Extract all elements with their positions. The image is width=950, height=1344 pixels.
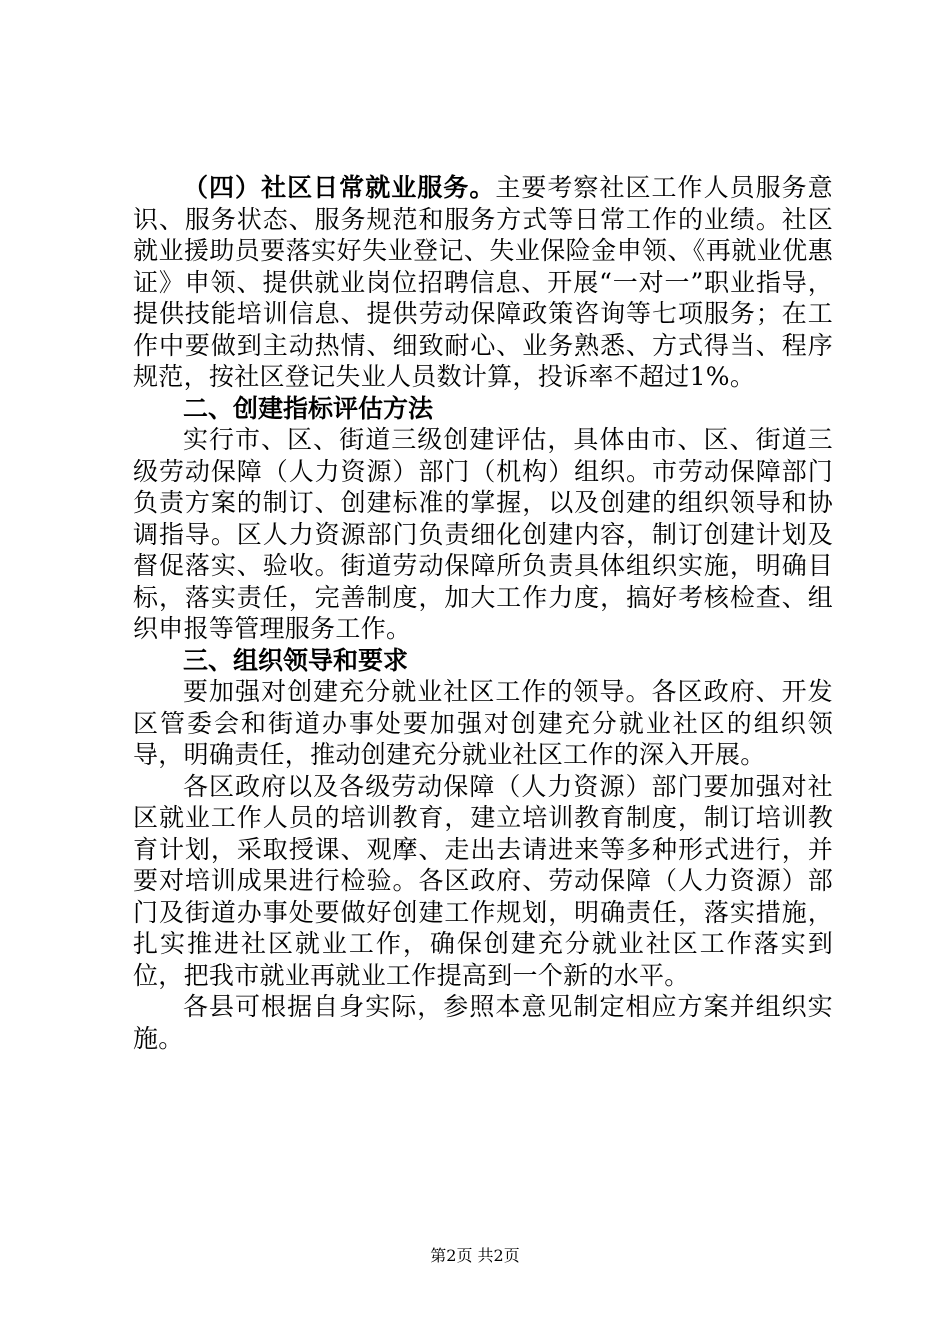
document-body: [133, 172, 833, 1054]
section-4-lead: （四）社区日常就业服务。: [183, 173, 496, 202]
paragraph-leadership-2: 各区政府以及各级劳动保障（人力资源）部门要加强对社区就业工作人员的培训教育，建立培训教育制度，制订培训教育计划，采取授课、观摩、走出去请进来等多种形式进行，并要对培训成果进行检验。各区政府、劳动保障（人力资源）部门及街道办事处要做好创建工作规划，明确责任，落实措施，扎实推进社区就业工作，确保创建充分就业社区工作落实到位，把我市就业再就业工作提高到一个新的水平。: [133, 771, 833, 990]
page-number-footer: 第2页 共2页: [430, 1246, 520, 1265]
paragraph-evaluation-method: 实行市、区、街道三级创建评估，具体由市、区、街道三级劳动保障（人力资源）部门（机构）组织。市劳动保障部门负责方案的制订、创建标准的掌握，以及创建的组织领导和协调指导。区人力资源部门负责细化创建内容，制订创建计划及督促落实、验收。街道劳动保障所负责具体组织实施，明确目标，落实责任，完善制度，加大工作力度，搞好考核检查、组织申报等管理服务工作。: [133, 425, 833, 643]
section-4-body: 主要考察社区工作人员服务意识、服务状态、服务规范和服务方式等日常工作的业绩。社区就业援助员要落实好失业登记、失业保险金申领、《再就业优惠证》申领、提供就业岗位招聘信息、开展“一对一”职业指导，提供技能培训信息、提供劳动保障政策咨询等七项服务；在工作中要做到主动热情、细致耐心、业务熟悉、方式得当、程序规范，按社区登记失业人员数计算，投诉率不超过1%。: [133, 173, 833, 391]
section-4-paragraph: [133, 172, 833, 393]
paragraph-leadership-3: 各县可根据自身实际，参照本意见制定相应方案并组织实施。: [133, 992, 833, 1053]
heading-leadership-requirements: 三、组织领导和要求: [183, 645, 409, 675]
heading-evaluation-method: 二、创建指标评估方法: [183, 393, 434, 423]
paragraph-leadership-1: 要加强对创建充分就业社区工作的领导。各区政府、开发区管委会和街道办事处要加强对创建充分就业社区的组织领导，明确责任，推动创建充分就业社区工作的深入开展。: [133, 677, 833, 769]
